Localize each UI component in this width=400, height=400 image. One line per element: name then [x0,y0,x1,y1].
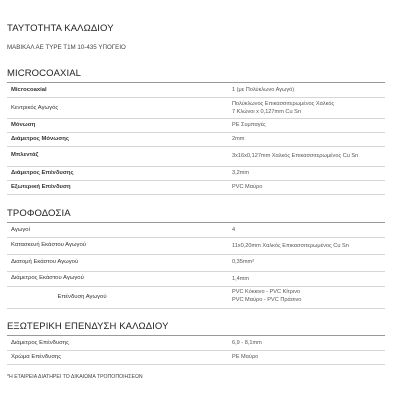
spec-value: 3x16x0,127mm Χαλκός Επικασσιτερωμένος Cu Sn [232,153,359,159]
spec-value: 1 (με Πολύκλωνο Αγωγό) [232,87,295,93]
spec-row [7,286,385,309]
spec-label: Κατασκευή Εκάστου Αγωγού [11,242,86,248]
spec-label: Microcoaxial [11,87,47,93]
spec-value: 1,4mm [232,276,250,282]
spec-row [7,132,385,147]
spec-label: Διάμετρος Επένδυσης [11,170,74,176]
spec-value: 0,35mm² [232,259,255,265]
spec-value: PE Μαύρο [232,354,259,360]
section-title-outer-jacket: ΕΞΩΤΕΡΙΚΗ ΕΠΕΝΔΥΣΗ ΚΑΛΩΔΙΟΥ [7,321,169,332]
spec-row [7,118,385,133]
spec-row [7,336,385,351]
spec-row [7,237,385,255]
spec-label: Διάμετρος Μόνωσης [11,136,69,142]
spec-label: Κεντρικός Αγωγός [11,105,59,111]
spec-label: Μόνωση [11,122,36,128]
spec-label: Χρώμα Επένδυσης [11,354,62,360]
spec-label: Διάμετρος Επένδυσης [11,340,69,346]
spec-label: Διατομή Εκάστου Αγωγού [11,259,79,265]
spec-row [7,271,385,287]
footnote: *Η ΕΤΑΙΡΕΙΑ ΔΙΑΤΗΡΕΙ ΤΟ ΔΙΚΑΙΩΜΑ ΤΡΟΠΟΠΟΙΗΣΕΩΝ [7,374,143,380]
spec-row [7,180,385,195]
spec-label: Επένδυση Αγωγού [57,294,107,300]
spec-value-line2: PVC Μαύρο - PVC Πράσινο [232,297,302,303]
spec-label: Διάμετρος Εκάστου Αγωγού [11,275,84,281]
spec-value: PE Συμπαγές [232,122,266,128]
spec-label: Μπλεντάζ [11,152,39,158]
spec-value: 2mm [232,136,245,142]
section-title-power: ΤΡΟΦΟΔΟΣΙΑ [7,208,71,219]
section-title-microcoaxial: MICROCOAXIAL [7,68,82,79]
spec-row [7,97,385,119]
spec-value-line2: 7 Κλώνοι x 0,127mm Cu Sn [232,109,301,115]
spec-row [7,83,385,98]
spec-row [7,166,385,181]
spec-row [7,350,385,365]
spec-row [7,146,385,167]
spec-value: 4 [232,227,236,233]
spec-value-line1: Πολύκλωνος Επικασσιτερωμένος Χαλκός [232,101,335,107]
spec-label: Εξωτερική Επένδυση [11,184,71,190]
page-subtitle: ΜΑΒΙΚΑΛ ΑΕ TYPE T1M 10-435 ΥΠΟΓΕΙΟ [7,44,126,51]
spec-value: PVC Μαύρο [232,184,263,190]
spec-value-line1: PVC Κόκκινο - PVC Κίτρινο [232,289,301,295]
spec-value: 6,9 - 8,1mm [232,340,262,346]
spec-value: 3,2mm [232,170,250,176]
spec-row [7,254,385,272]
spec-label: Αγωγοί [11,227,30,233]
spec-row [7,223,385,238]
spec-value: 11x0,20mm Χαλκός Επικασσιτερωμένος Cu Sn [232,243,349,249]
page-title: ΤΑΥΤΟΤΗΤΑ ΚΑΛΩΔΙΟΥ [7,23,114,34]
